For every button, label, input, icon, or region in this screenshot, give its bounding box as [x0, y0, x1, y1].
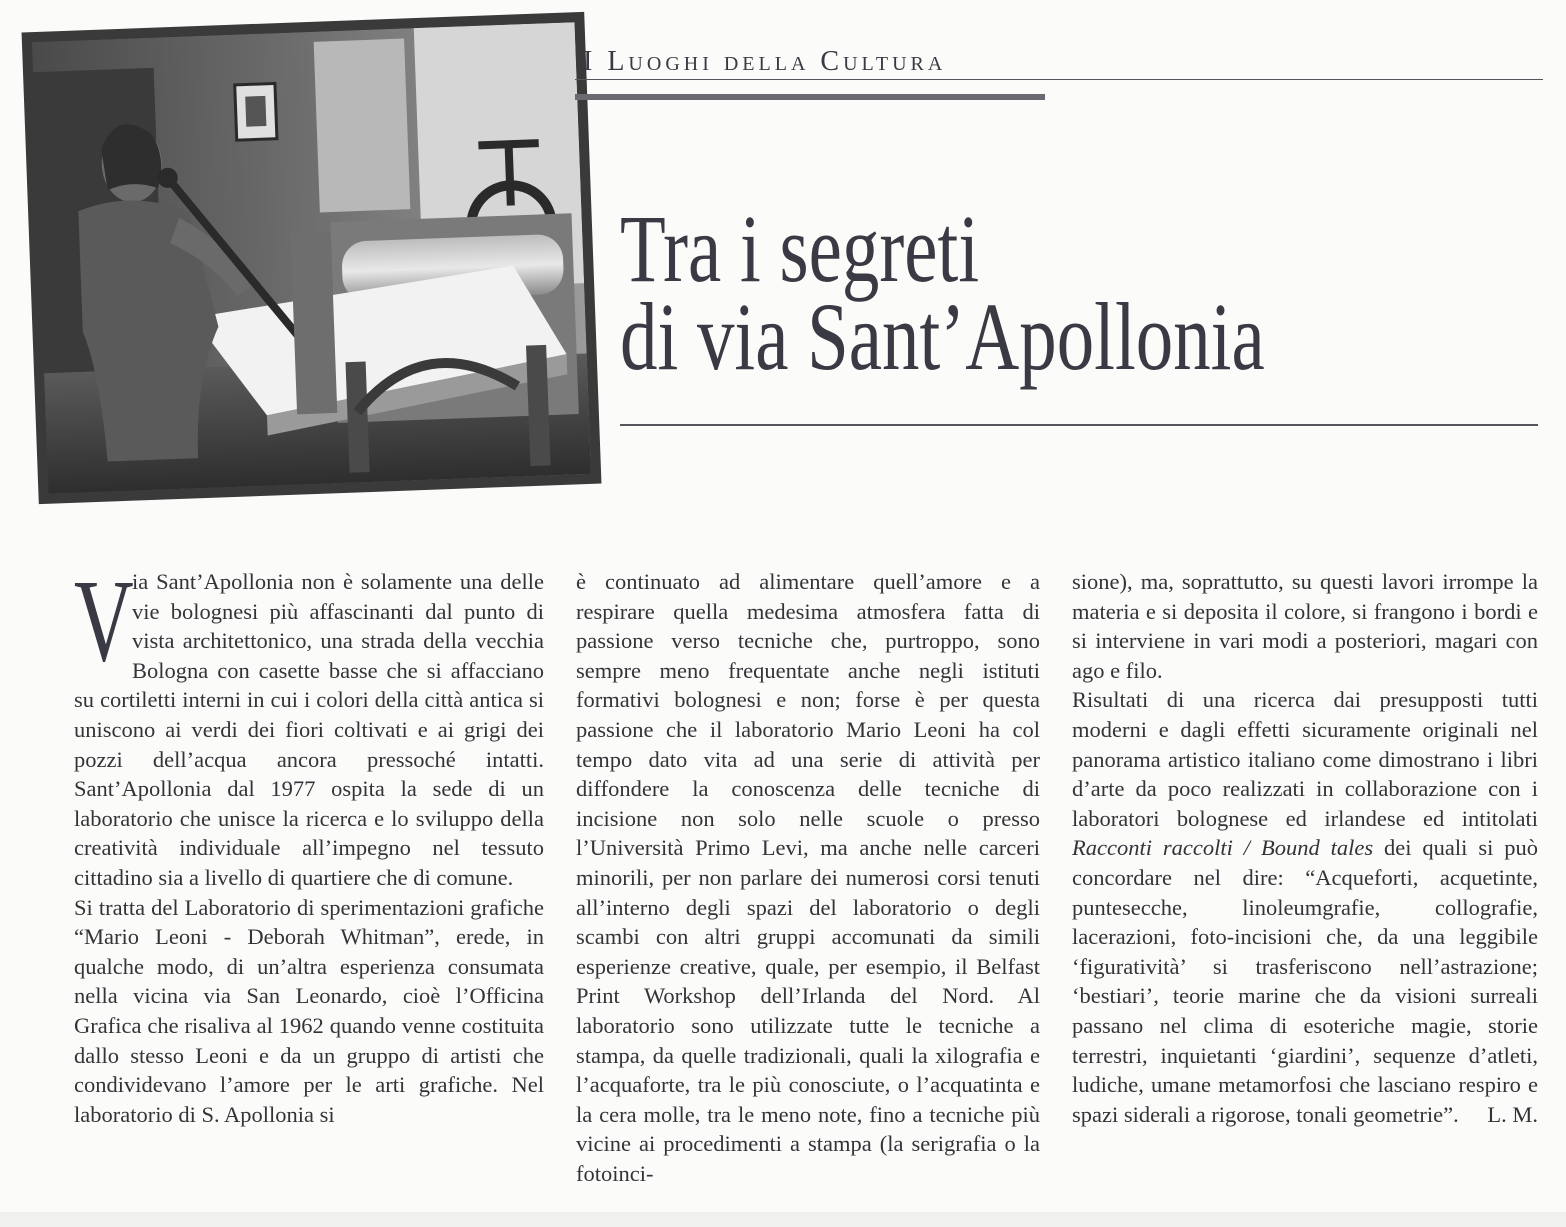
article-column-2 [576, 567, 1040, 1188]
section-label: I Luoghi della Cultura [583, 46, 947, 77]
printing-press-photo [32, 22, 591, 494]
paragraph: Si tratta del Laboratorio di sperimentazioni grafiche “Mario Leoni - Deborah Whitman”, erede, in qualche modo, di un’altra esperienza consumata nella vicina via San Leonardo, cioè l’Officina Grafica che risaliva al 1962 quando venne costituita dallo stesso Leoni e da un gruppo di artisti che condividevano l’amore per le arti grafiche. Nel laboratorio di S. Apollonia si [74, 894, 544, 1127]
paragraph-text: dei quali si può concordare nel dire: “Acqueforti, acquetinte, puntesecche, linoleumgrafie, collografie, lacerazioni, foto-incisioni che, da una leggibile ‘figuratività’ si trasferiscono nell’astrazione; ‘bestiari’, teorie marine che da visioni surreali passano nel clima di esoteriche magie, storie terrestri, inquietanti ‘giardini’, sequenze d’atleti, ludiche, umane metamorfosi che lasciano respiro e spazi siderali a rigorose, tonali geometrie”. [1072, 835, 1538, 1127]
paragraph-text: ia Sant’Apollonia non è solamente una delle vie bolognesi più affascinanti dal punto di vista architettonico, una strada della vecchia Bologna con casette basse che si affacciano su cortiletti interni in cui i colori della città antica si uniscono ai verdi dei fiori coltivati e ai grigi dei pozzi dell’acqua ancora pressoché intatti. Sant’Apollonia dal 1977 ospita la sede di un laboratorio che unisce la ricerca e lo sviluppo della creatività individuale all’impegno nel tessuto cittadino sia a livello di quartiere che di comune. [74, 569, 544, 890]
section-accent-bar [575, 94, 1045, 100]
page-bottom-edge [0, 1212, 1566, 1227]
book-title: Racconti raccolti / Bound tales [1072, 835, 1374, 861]
headline [620, 195, 1322, 390]
headline-line-2: di via Sant’Apollonia [620, 283, 1265, 390]
paragraph: è continuato ad alimentare quell’amore e a respirare quella medesima atmosfera fatta di passione verso tecniche che, purtroppo, sono sempre meno frequentate anche negli istituti formativi bolognesi e non; forse è per questa passione che il laboratorio Mario Leoni ha col tempo dato vita ad una serie di attività per diffondere la conoscenza delle tecniche di incisione non solo nelle scuole o presso l’Università Primo Levi, ma anche nelle carceri minorili, per non parlare dei numerosi corsi tenuti all’interno degli spazi del laboratorio o degli scambi con altri gruppi accomunati da simili esperienze creative, quale, per esempio, il Belfast Print Workshop dell’Irlanda del Nord. Al laboratorio sono utilizzate tutte le tecniche a stampa, da quelle tradizionali, quali la xilografia e l’acquaforte, tra le più conosciute, o l’acquatinta e la cera molle, tra le meno note, fino a tecniche più vicine ai procedimenti a stampa (la serigrafia o la fotoinci- [576, 569, 1040, 1186]
author-signature: L. M. [1487, 1101, 1538, 1127]
drop-cap: V [74, 555, 134, 686]
paragraph [1072, 685, 1538, 1129]
paragraph-text: Risultati di una ricerca dai presupposti tutti moderni e dagli effetti sicuramente originali nel panorama artistico italiano come dimostrano i libri d’arte da poco realizzati in collaborazione con i laboratori bolognese ed irlandese ed intitolati [1072, 687, 1538, 831]
article-column-3 [1072, 567, 1538, 1129]
article-column-1 [74, 555, 544, 1129]
headline-line-1: Tra i segreti [620, 195, 980, 302]
article-photo [22, 12, 602, 504]
paragraph [74, 555, 544, 893]
section-divider [575, 79, 1543, 80]
paragraph: sione), ma, soprattutto, su questi lavori irrompe la materia e si deposita il colore, si frangono i bordi e si interviene in vari modi a posteriori, magari con ago e filo. [1072, 569, 1538, 683]
headline-divider [620, 424, 1538, 426]
